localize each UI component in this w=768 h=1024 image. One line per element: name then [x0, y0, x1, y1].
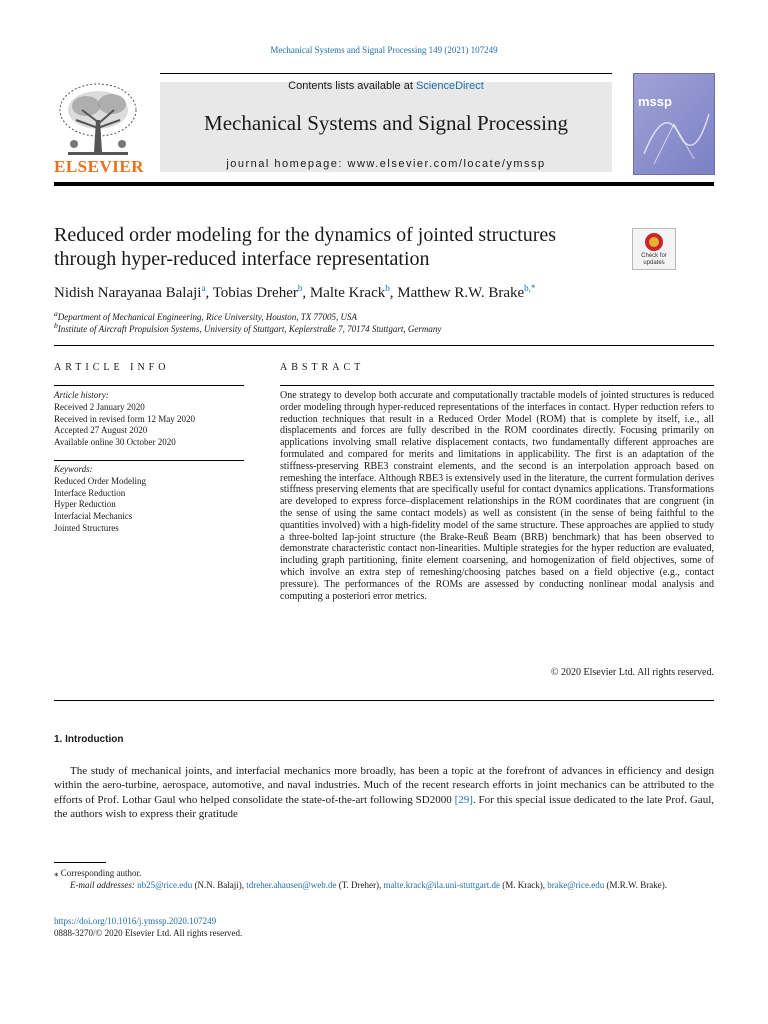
elsevier-wordmark: ELSEVIER — [54, 157, 144, 176]
introduction-body: The study of mechanical joints, and interfacial mechanics more broadly, has been a topic at the forefront of advances in efficiency and design within the aero-turbine, aerospace, automotive, and naval industries. Much of the recent research efforts in joint mechanics can be attributed to the efforts of Prof. Lothar Gaul who helped consolidate the state-of-the-art following SD2000 [29]. For this special issue dedicated to the late Prof. Gaul, the authors wish to express their gratitude — [54, 765, 714, 820]
email-link[interactable]: tdreher.ahausen@web.de — [246, 880, 337, 890]
journal-title: Mechanical Systems and Signal Processing — [204, 111, 568, 135]
author-name[interactable]: Malte Krack — [309, 285, 386, 301]
article-history-label: Article history: — [54, 390, 109, 400]
author-affiliation-mark[interactable]: b — [385, 283, 390, 293]
updates-label-line-2: updates — [643, 260, 665, 266]
keyword-item: Hyper Reduction — [54, 499, 116, 510]
header-thick-rule — [54, 182, 714, 186]
paper-title-line-1: Reduced order modeling for the dynamics of jointed structures — [54, 224, 557, 246]
keywords-list — [54, 476, 146, 535]
doi-link[interactable]: https://doi.org/10.1016/j.ymssp.2020.107249 — [54, 916, 217, 926]
section-rule — [54, 345, 714, 346]
header-top-rule — [160, 73, 612, 74]
updates-label-line-1: Check for — [641, 253, 667, 259]
article-history-list — [54, 402, 195, 449]
email-link[interactable]: brake@rice.edu — [547, 880, 605, 890]
author-affiliation-mark[interactable]: a — [201, 283, 206, 293]
introduction-heading: 1. Introduction — [54, 734, 124, 745]
article-info-rule — [54, 385, 244, 386]
keyword-item: Reduced Order Modeling — [54, 476, 146, 486]
abstract-heading: ABSTRACT — [280, 362, 365, 373]
article-info-heading: ARTICLE INFO — [54, 362, 170, 373]
history-item: Accepted 27 August 2020 — [54, 425, 148, 436]
check-for-updates-badge[interactable] — [632, 228, 676, 270]
abstract-rule — [280, 385, 714, 386]
abstract-body: One strategy to develop both accurate and computationally tractable models of jointed structures is reduced order modeling through hyper-reduced representations of the interfaces in contact. Hyper reduction refers to reduction techniques that result in a Reduced Order Model (ROM) that is complete by itself, i.e., all displacements and forces are fully described in the ROM coordinates directly. Focusing primarily on applications involving small relative displacement contacts, two fundamentally different approaches are formulated and compared for merits and limitations in applicability. The first is an adaptation of the stiffness-preserving RBE3 constraint elements, and the second is an interpolation approach based on remeshing the interface. Although RBE3 is extensively used in the literature, the current formulation derives stiffness preserving elements that are specifically useful for contact dynamics applications. Transformations are developed to express force–displacement relationships in the ROM coordinates that are congruent (in the sense of using the same contact models) as well as consistent (in the sense of being faithful to the quantities involved) with a high-fidelity model of the same structure. These approaches are applied to study a three-bolted lap-joint structure (the Brake-Reuß Beam (BRB) benchmark) that has been observed to demonstrate characteristic contact non-linearities. Multiple strategies for the hyper reduction are evaluated, including graph partitioning, finite element coarsening, and homogenization of field objectives, some of which involve an extra step of remeshing/choosing patches based on a field objective (e.g., contact pressure). The performances of the ROMs are assessed by conducting nonlinear modal analysis and computing a posteriori error metrics. — [280, 390, 714, 602]
elsevier-tree-logo — [54, 80, 142, 160]
cover-title: mssp — [638, 94, 672, 109]
keyword-item: Interface Reduction — [54, 487, 126, 498]
paper-title — [54, 223, 624, 271]
corresponding-author-note: ⁎ Corresponding author. — [54, 868, 142, 878]
contents-availability-line — [160, 80, 612, 92]
sciencedirect-link[interactable]: ScienceDirect — [415, 80, 484, 92]
email-addresses: E-mail addresses: nb25@rice.edu (N.N. Balaji), tdreher.ahausen@web.de (T. Dreher), malte.krack@ila.uni-stuttgart.de (M. Krack), brake@rice.edu (M.R.W. Brake). — [70, 880, 667, 890]
email-link[interactable]: nb25@rice.edu — [137, 880, 193, 890]
paper-title-line-2: through hyper-reduced interface representation — [54, 248, 430, 270]
email-link[interactable]: malte.krack@ila.uni-stuttgart.de — [383, 880, 501, 890]
footnote-block — [54, 867, 714, 891]
author-affiliation-mark[interactable]: b — [297, 283, 303, 293]
author-name[interactable]: Matthew R.W. Brake — [397, 285, 525, 301]
author-name[interactable]: Tobias Dreher — [212, 285, 298, 301]
abstract-copyright: © 2020 Elsevier Ltd. All rights reserved. — [550, 667, 714, 678]
journal-reference-link[interactable]: Mechanical Systems and Signal Processing 149 (2021) 107249 — [270, 45, 498, 55]
keywords-rule — [54, 460, 244, 461]
journal-homepage-line[interactable]: journal homepage: www.elsevier.com/locate/ymssp — [226, 158, 546, 170]
keywords-label: Keywords: — [54, 464, 93, 474]
author-list: Nidish Narayanaa Balaji$^a$, Tobias Dreher$^b$, Malte Krack$^b$, Matthew R.W. Brake$^{b,*}$ — [54, 283, 536, 301]
contents-prefix: Contents lists available at — [288, 80, 416, 92]
author-affiliation-mark[interactable]: b,* — [524, 283, 536, 293]
footnote-rule — [54, 862, 106, 863]
updates-icon — [645, 233, 663, 251]
reference-link[interactable]: [29] — [454, 793, 473, 806]
history-item: Available online 30 October 2020 — [54, 437, 176, 448]
keyword-item: Jointed Structures — [54, 522, 119, 533]
keyword-item: Interfacial Mechanics — [54, 511, 133, 522]
affiliation-a: $^a$Department of Mechanical Engineering, Rice University, Houston, TX 77005, USA — [54, 309, 357, 322]
journal-cover-image[interactable] — [633, 73, 715, 175]
history-item: Received in revised form 12 May 2020 — [54, 413, 195, 424]
abstract-bottom-rule — [54, 700, 714, 701]
issn-copyright: 0888-3270/© 2020 Elsevier Ltd. All rights reserved. — [54, 928, 243, 938]
affiliation-b: $^b$Institute of Aircraft Propulsion Systems, University of Stuttgart, Keplerstraße 7, 70174 Stuttgart, Germany — [54, 321, 442, 334]
author-name[interactable]: Nidish Narayanaa Balaji — [54, 285, 202, 301]
history-item: Received 2 January 2020 — [54, 402, 145, 412]
